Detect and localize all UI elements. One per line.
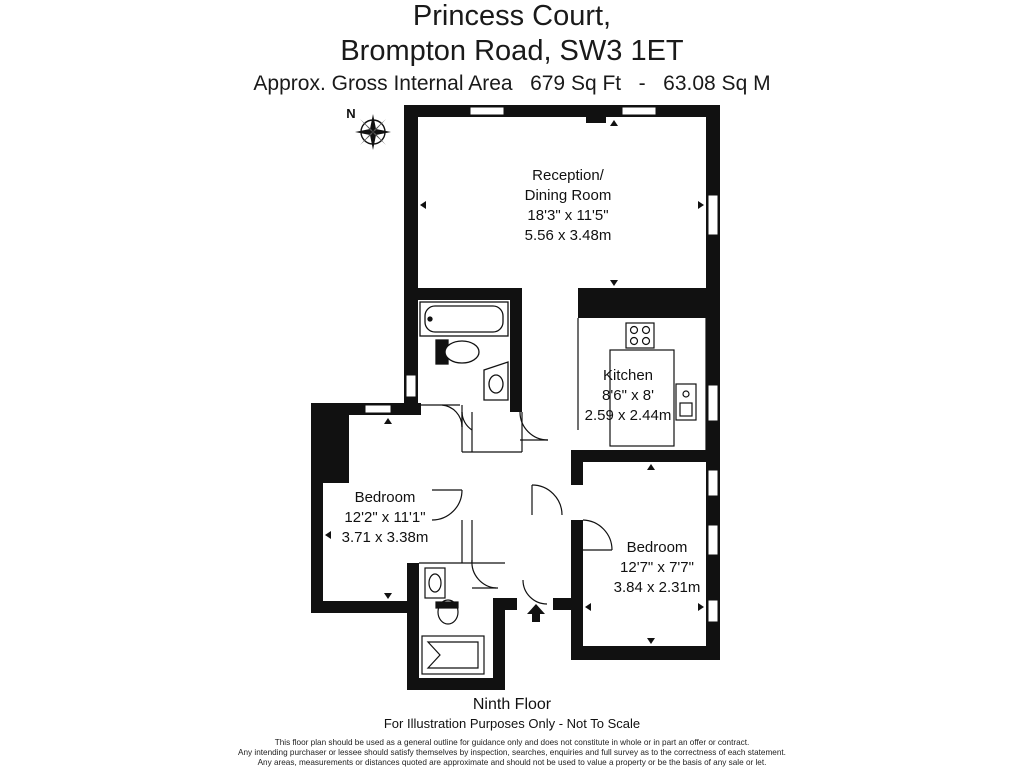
- kitchen-name: Kitchen: [602, 367, 654, 384]
- compass-rose-icon: [346, 106, 391, 150]
- room-kitchen: [585, 367, 672, 424]
- room-bedroom-2: [614, 539, 701, 596]
- title-line-2: Brompton Road, SW3 1ET: [340, 35, 684, 67]
- reception-imperial: 18'3" x 11'5": [527, 207, 609, 224]
- disclaimer: [0, 738, 1024, 768]
- bathtub-icon: [420, 302, 508, 336]
- bedroom2-name: Bedroom: [626, 539, 688, 556]
- floor-label: Ninth Floor: [472, 696, 552, 713]
- walls: [311, 105, 720, 690]
- compass-north-label: N: [346, 106, 356, 121]
- room-reception: [525, 167, 612, 244]
- bedroom1-name: Bedroom: [354, 489, 416, 506]
- area-sqft: 679 Sq Ft: [530, 72, 622, 95]
- chimney-breast: [586, 113, 606, 123]
- disclaimer-line: This floor plan should be used as a general outline for guidance only and does not constitute in whole or in part an offer or contract.: [274, 738, 750, 747]
- area-sqm: 63.08 Sq M: [663, 72, 771, 95]
- room-bedroom-1: [342, 489, 429, 546]
- kitchen-metric: 2.59 x 2.44m: [584, 407, 672, 424]
- reception-name-1: Reception/: [532, 167, 604, 184]
- basin-icon: [484, 362, 508, 400]
- area-separator: -: [638, 72, 646, 95]
- reception-metric: 5.56 x 3.48m: [524, 227, 612, 244]
- disclaimer-line: Any intending purchaser or lessee should satisfy themselves by inspection, searches, enquiries and full survey as to the correctness of each statement.: [238, 748, 786, 757]
- bedroom2-imperial: 12'7" x 7'7": [620, 559, 694, 576]
- kitchen-fittings: [610, 323, 696, 446]
- toilet-icon: [436, 340, 479, 364]
- bedroom1-metric: 3.71 x 3.38m: [341, 529, 429, 546]
- bedroom1-imperial: 12'2" x 11'1": [344, 509, 426, 526]
- reception-name-2: Dining Room: [524, 187, 612, 204]
- bedroom2-metric: 3.84 x 2.31m: [613, 579, 701, 596]
- area-label: Approx. Gross Internal Area: [253, 72, 513, 95]
- kitchen-imperial: 8'6" x 8': [602, 387, 654, 404]
- entrance-arrow-icon: [527, 604, 545, 622]
- disclaimer-line: Any areas, measurements or distances quoted are approximate and should not be used to value a property or be the basis of any sale or let.: [257, 758, 767, 767]
- ensuite-fittings: [422, 568, 484, 674]
- title-line-1: Princess Court,: [412, 0, 612, 32]
- illustration-note: For Illustration Purposes Only - Not To Scale: [383, 716, 641, 731]
